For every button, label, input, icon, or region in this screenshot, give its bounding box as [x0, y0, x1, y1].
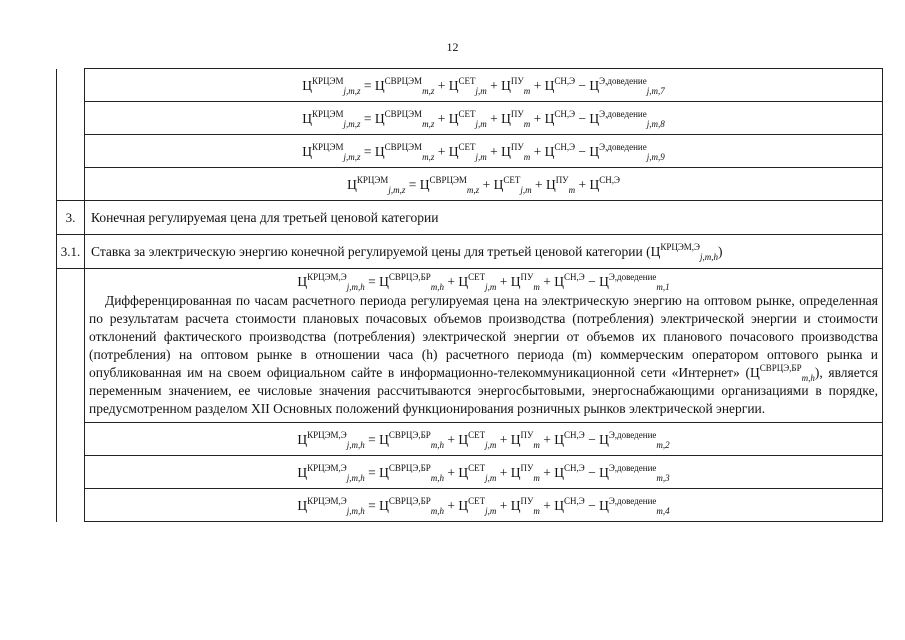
- section-title: Конечная регулируемая цена для третьей ценовой категории: [85, 201, 883, 235]
- formula-m-3: $Ц^{КРЦЭМ,Э}_{j,m,h} = Ц^{СВРЦЭ,БР}_{m,h} + Ц^{СЕТ}_{j,m} + Ц^{ПУ}_m + Ц^{СН,Э} - Ц^{Э,доведение}_{m,3}$: [297, 462, 670, 483]
- formula-table: [56, 68, 883, 522]
- formula-row: [57, 423, 883, 456]
- formula-row: [57, 102, 883, 135]
- formula-row: [57, 489, 883, 522]
- row-number-empty: [57, 168, 85, 201]
- row-number-empty: [57, 269, 85, 423]
- row-number-empty: [57, 489, 85, 522]
- formula-cell: [85, 135, 883, 168]
- row-number: 3.: [57, 201, 85, 235]
- definition-paragraph: Дифференцированная по часам расчетного периода регулируемая цена на электрическую энергию на оптовом рынке, определенная по результатам расчета стоимости плановых почасовых объемов производства (потребления) электрической энергии и стоимости отклонений фактического производства (потребления) электрической энергии от объемов их планового почасового производства (потребления) на оптовом рынке в отношении часа (h) расчетного периода (m) коммерческим оператором оптового рынка и опубликованная им на своем официальном сайте в информационно-телекоммуникационной сети «Интернет» $(Ц^{СВРЦЭ,БР}_{m,h})$, является переменным значением, ее числовые значения рассчитываются энергосбытовыми, энергоснабжающими организациями в порядке, предусмотренном разделом XII Основных положений функционирования розничных рынков электрической энергии.: [89, 293, 879, 416]
- section-row-3: [57, 201, 883, 235]
- page-number: 12: [446, 40, 459, 54]
- row-number-empty: [57, 102, 85, 135]
- formula-m-2: $Ц^{КРЦЭМ,Э}_{j,m,h} = Ц^{СВРЦЭ,БР}_{m,h} + Ц^{СЕТ}_{j,m} + Ц^{ПУ}_m + Ц^{СН,Э} - Ц^{Э,доведение}_{m,2}$: [297, 429, 670, 450]
- formula-m-1: $Ц^{КРЦЭМ,Э}_{j,m,h} = Ц^{СВРЦЭ,БР}_{m,h} + Ц^{СЕТ}_{j,m} + Ц^{ПУ}_m + Ц^{СН,Э} - Ц^{Э,доведение}_{m,1}$: [297, 272, 670, 292]
- formula-paragraph-row: [57, 269, 883, 423]
- section-title: Ставка за электрическую энергию конечной регулируемой цены для третьей ценовой категории $(Ц^{КРЦЭМ,Э}_{j,m,h})$: [85, 235, 883, 269]
- formula-row: [57, 69, 883, 102]
- formula-row: [57, 168, 883, 201]
- row-number-empty: [57, 423, 85, 456]
- section-row-3-1: [57, 235, 883, 269]
- row-number-empty: [57, 69, 85, 102]
- formula-m-4: $Ц^{КРЦЭМ,Э}_{j,m,h} = Ц^{СВРЦЭ,БР}_{m,h} + Ц^{СЕТ}_{j,m} + Ц^{ПУ}_m + Ц^{СН,Э} - Ц^{Э,доведение}_{m,4}$: [297, 495, 670, 516]
- formula-cell: [85, 168, 883, 201]
- formula-row: [57, 135, 883, 168]
- formula-cell: [85, 423, 883, 456]
- formula-cell: [85, 102, 883, 135]
- row-number: 3.1.: [57, 235, 85, 269]
- formula-j-m-9: $Ц^{КРЦЭМ}_{j,m,z} = Ц^{СВРЦЭМ}_{m,z} + Ц^{СЕТ}_{j,m} + Ц^{ПУ}_m + Ц^{СН,Э} - Ц^{Э,доведение}_{j,m,9}$: [302, 141, 665, 162]
- formula-j-m-8: $Ц^{КРЦЭМ}_{j,m,z} = Ц^{СВРЦЭМ}_{m,z} + Ц^{СЕТ}_{j,m} + Ц^{ПУ}_m + Ц^{СН,Э} - Ц^{Э,доведение}_{j,m,8}$: [302, 108, 665, 129]
- row-number-empty: [57, 456, 85, 489]
- row-number-empty: [57, 135, 85, 168]
- formula-j-m-7: $Ц^{КРЦЭМ}_{j,m,z} = Ц^{СВРЦЭМ}_{m,z} + Ц^{СЕТ}_{j,m} + Ц^{ПУ}_m + Ц^{СН,Э} - Ц^{Э,доведение}_{j,m,7}$: [302, 75, 665, 96]
- formula-cell: [85, 456, 883, 489]
- formula-row: [57, 456, 883, 489]
- formula-cell: [85, 489, 883, 522]
- formula-paragraph-cell: [85, 269, 883, 423]
- formula-base: $Ц^{КРЦЭМ}_{j,m,z} = Ц^{СВРЦЭМ}_{m,z} + Ц^{СЕТ}_{j,m} + Ц^{ПУ}_m + Ц^{СН,Э}$: [347, 174, 620, 195]
- formula-cell: [85, 69, 883, 102]
